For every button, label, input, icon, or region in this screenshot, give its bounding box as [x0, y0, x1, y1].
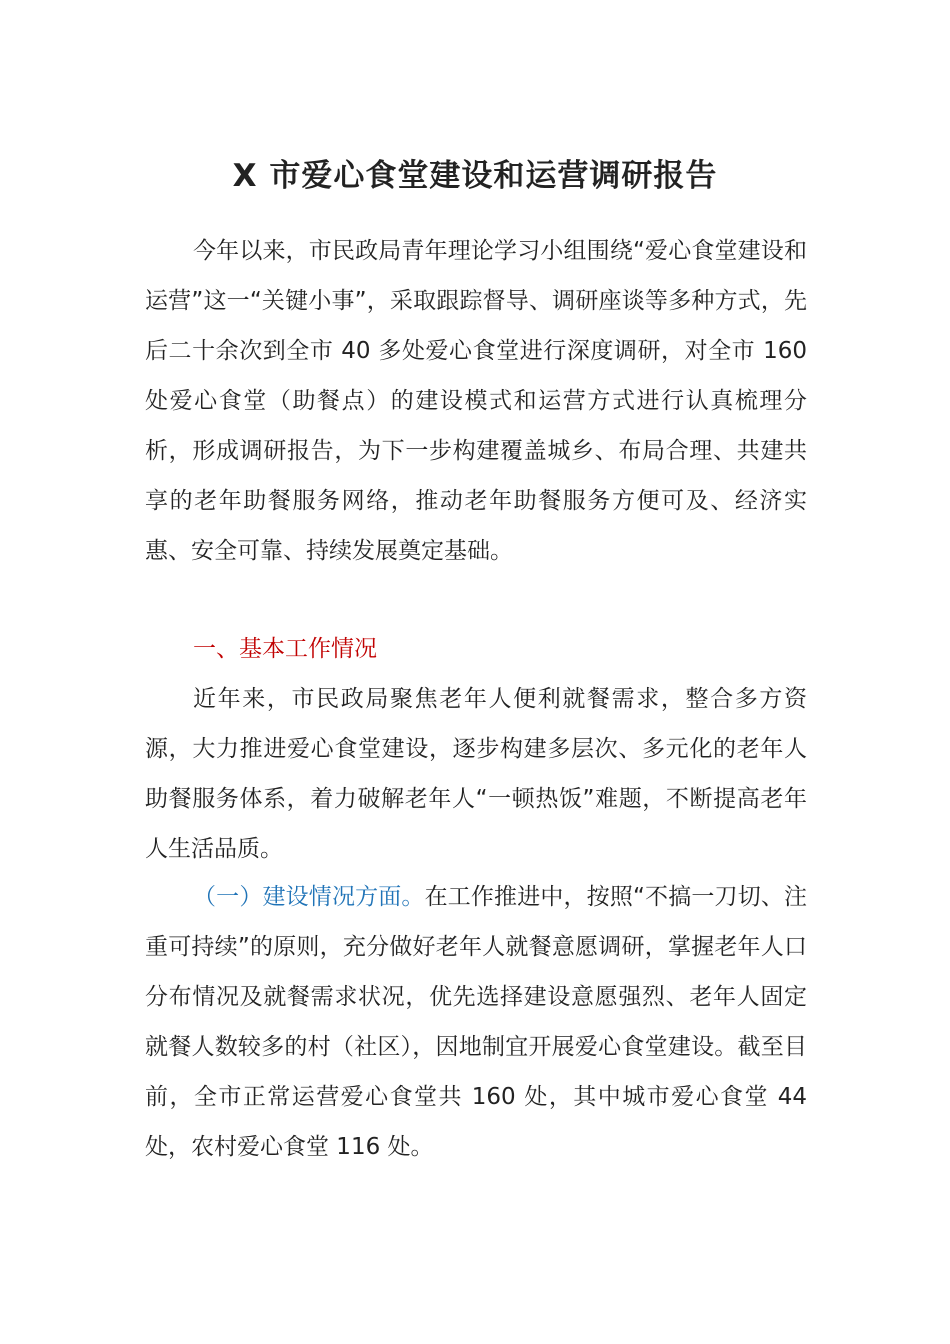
- section-paragraph-basic-work: 近年来，市民政局聚焦老年人便利就餐需求，整合多方资源，大力推进爱心食堂建设，逐步构建多层次、多元化的老年人助餐服务体系，着力破解老年人“一顿热饭”难题，不断提高老年人生活品质。: [145, 686, 807, 862]
- sub-section-paragraph-construction: [145, 872, 807, 1172]
- intro-paragraph: 今年以来，市民政局青年理论学习小组围绕“爱心食堂建设和运营”这一“关键小事”，采取跟踪督导、调研座谈等多种方式，先后二十余次到全市 40 多处爱心食堂进行深度调研，对全市 160 处爱心食堂（助餐点）的建设模式和运营方式进行认真梳理分析，形成调研报告，为下一步构建覆盖城乡、布局合理、共建共享的老年助餐服务网络，推动老年助餐服务方便可及、经济实惠、安全可靠、持续发展奠定基础。: [145, 238, 807, 564]
- document-title: X 市爱心食堂建设和运营调研报告: [232, 158, 718, 194]
- sub-section-text-construction: 在工作推进中，按照“不搞一刀切、注重可持续”的原则，充分做好老年人就餐意愿调研，掌握老年人口分布情况及就餐需求状况，优先选择建设意愿强烈、老年人固定就餐人数较多的村（社区），因地制宜开展爱心食堂建设。截至目前，全市正常运营爱心食堂共 160 处，其中城市爱心食堂 44 处，农村爱心食堂 116 处。: [145, 884, 808, 1160]
- section-heading-basic-work: 一、基本工作情况: [193, 636, 377, 662]
- sub-section-heading-construction: （一）建设情况方面。: [193, 884, 425, 910]
